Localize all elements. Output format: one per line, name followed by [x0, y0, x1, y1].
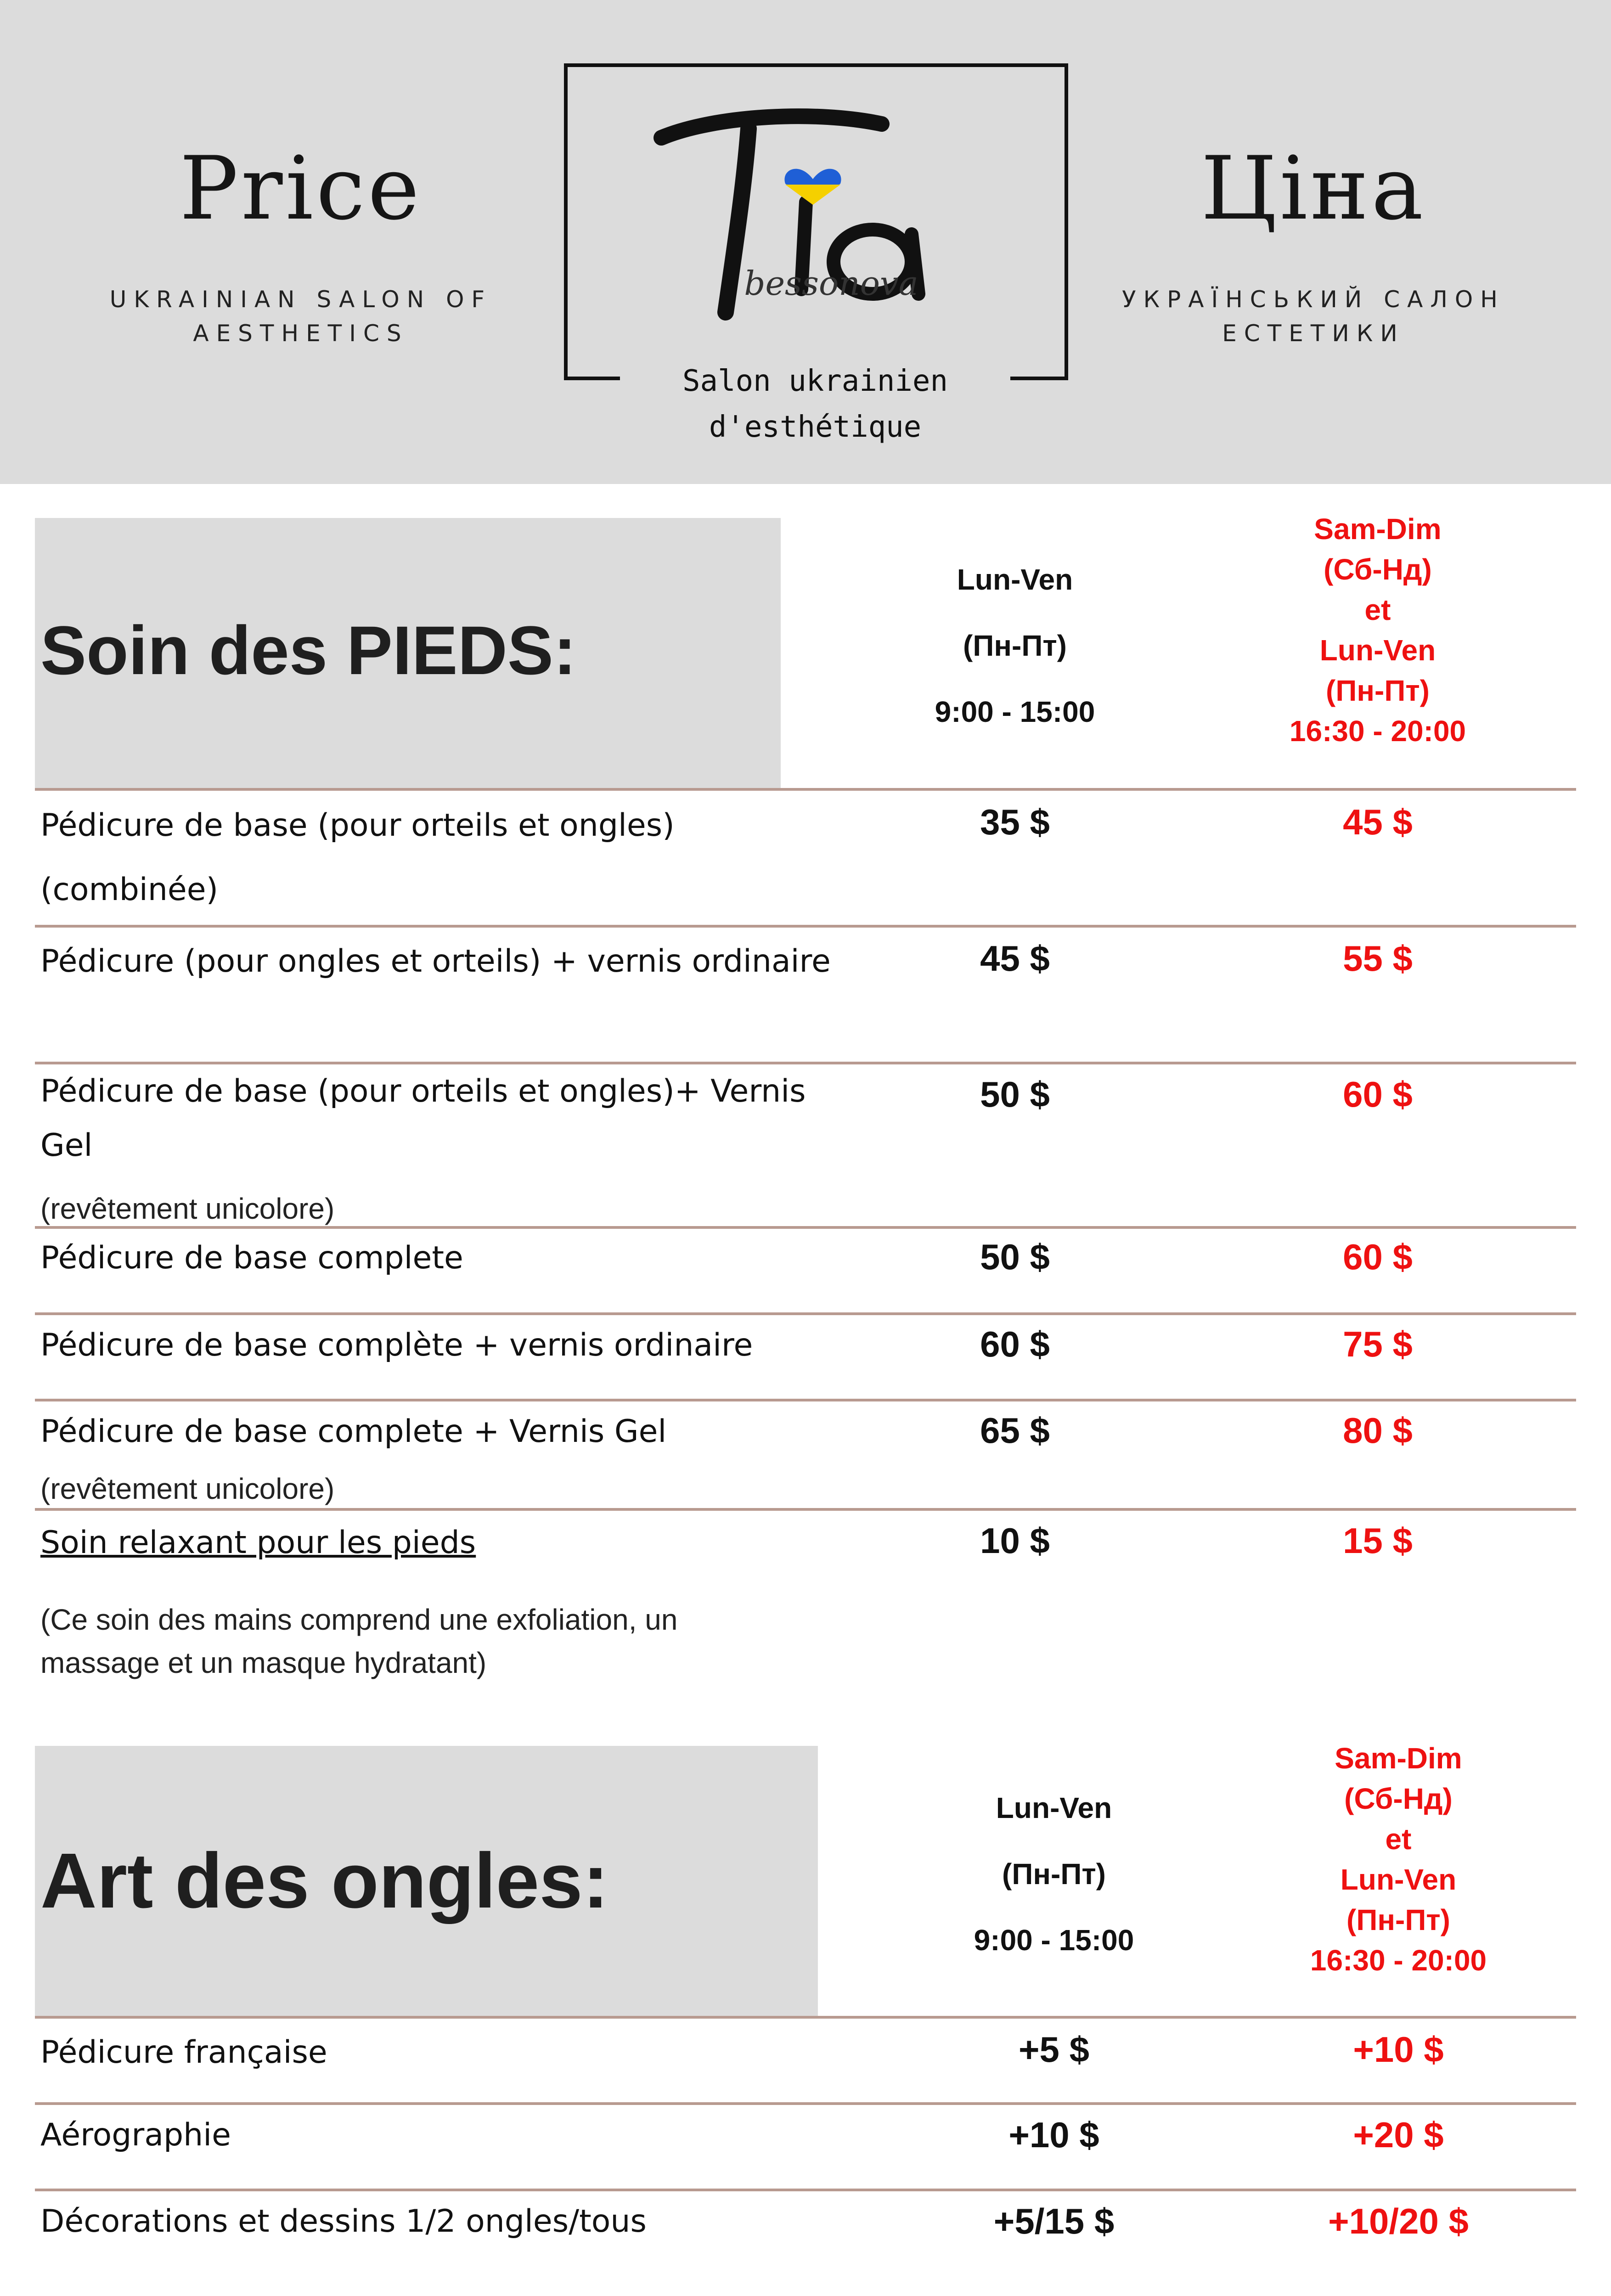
pieds-row-5-name: Pédicure de base complète + vernis ordinaire: [40, 1327, 753, 1363]
pieds-weekday-header: Lun-Ven (Пн-Пт) 9:00 - 15:00: [935, 563, 1095, 728]
art-row-2-weekend-price: +20 $: [1353, 2115, 1444, 2155]
pieds-row-1-name: Pédicure de base (pour orteils et ongles) (combinée): [40, 807, 675, 908]
art-row-3-weekend-price: +10/20 $: [1328, 2201, 1469, 2241]
pieds-row-6-weekend-price: 80 $: [1343, 1410, 1413, 1451]
art-row-1-week-price: +5 $: [1019, 2029, 1089, 2070]
pieds-row-3-name: Pédicure de base (pour orteils et ongles)+ Vernis Gel: [40, 1073, 806, 1164]
art-row-3-name: Décorations et dessins 1/2 ongles/tous: [40, 2203, 647, 2240]
pieds-row-3-note: (revêtement unicolore): [40, 1192, 335, 1225]
divider: [35, 2016, 1576, 2019]
art-weekend-header: Sam-Dim (Сб-Нд) et Lun-Ven (Пн-Пт) 16:30 - 20:00: [1310, 1742, 1487, 1977]
ukrainian-subtitle: УКРАЇНСЬКИЙ САЛОН ЕСТЕТИКИ: [1122, 286, 1505, 347]
art-title: Art des ongles:: [40, 1837, 609, 1925]
pieds-title: Soin des PIEDS:: [40, 612, 576, 689]
english-subtitle: UKRAINIAN SALON OF AESTHETICS: [109, 286, 492, 347]
pieds-row-1-weekend-price: 45 $: [1343, 802, 1413, 842]
pieds-row-3-weekend-price: 60 $: [1343, 1074, 1413, 1114]
pieds-row-4-week-price: 50 $: [980, 1237, 1050, 1277]
heart-icon: [784, 169, 841, 205]
art-row-2-week-price: +10 $: [1008, 2115, 1099, 2155]
pieds-row-6-name: Pédicure de base complete + Vernis Gel: [40, 1413, 667, 1450]
pieds-row-5-week-price: 60 $: [980, 1324, 1050, 1364]
pieds-row-7-weekend-price: 15 $: [1343, 1520, 1413, 1561]
pieds-row-1-week-price: 35 $: [980, 802, 1050, 842]
ukrainian-price-title: Ціна: [1200, 138, 1426, 239]
logo-caption: Salon ukrainien d'esthétique: [620, 358, 1010, 404]
pieds-row-5-weekend-price: 75 $: [1343, 1324, 1413, 1364]
pieds-row-3-week-price: 50 $: [980, 1074, 1050, 1114]
art-row-2-name: Aérographie: [40, 2117, 231, 2153]
pieds-weekend-header: Sam-Dim (Сб-Нд) et Lun-Ven (Пн-Пт) 16:30 - 20:00: [1289, 512, 1466, 748]
header-banner: [0, 0, 1611, 484]
art-row-1-weekend-price: +10 $: [1353, 2029, 1444, 2070]
pieds-row-6-note: (revêtement unicolore): [40, 1472, 335, 1505]
pieds-row-4-name: Pédicure de base complete: [40, 1240, 463, 1276]
art-weekday-header: Lun-Ven (Пн-Пт) 9:00 - 15:00: [974, 1791, 1134, 1957]
pieds-row-2-name: Pédicure (pour ongles et orteils) + vernis ordinaire: [40, 943, 831, 979]
pieds-row-6-week-price: 65 $: [980, 1410, 1050, 1451]
price-title: Price: [179, 138, 422, 239]
pieds-row-7-week-price: 10 $: [980, 1520, 1050, 1561]
divider: [35, 925, 1576, 928]
divider: [35, 788, 1576, 791]
pieds-row-7-name: Soin relaxant pour les pieds: [40, 1525, 476, 1561]
art-row-3-week-price: +5/15 $: [993, 2201, 1115, 2241]
pieds-row-2-weekend-price: 55 $: [1343, 938, 1413, 979]
divider: [35, 2102, 1576, 2105]
pieds-row-2-week-price: 45 $: [980, 938, 1050, 979]
logo-script: bessonova: [744, 264, 918, 303]
pieds-row-7-note: (Ce soin des mains comprend une exfoliation, un massage et un masque hydratant): [40, 1603, 678, 1679]
art-row-1-name: Pédicure française: [40, 2034, 327, 2071]
pieds-row-4-weekend-price: 60 $: [1343, 1237, 1413, 1277]
